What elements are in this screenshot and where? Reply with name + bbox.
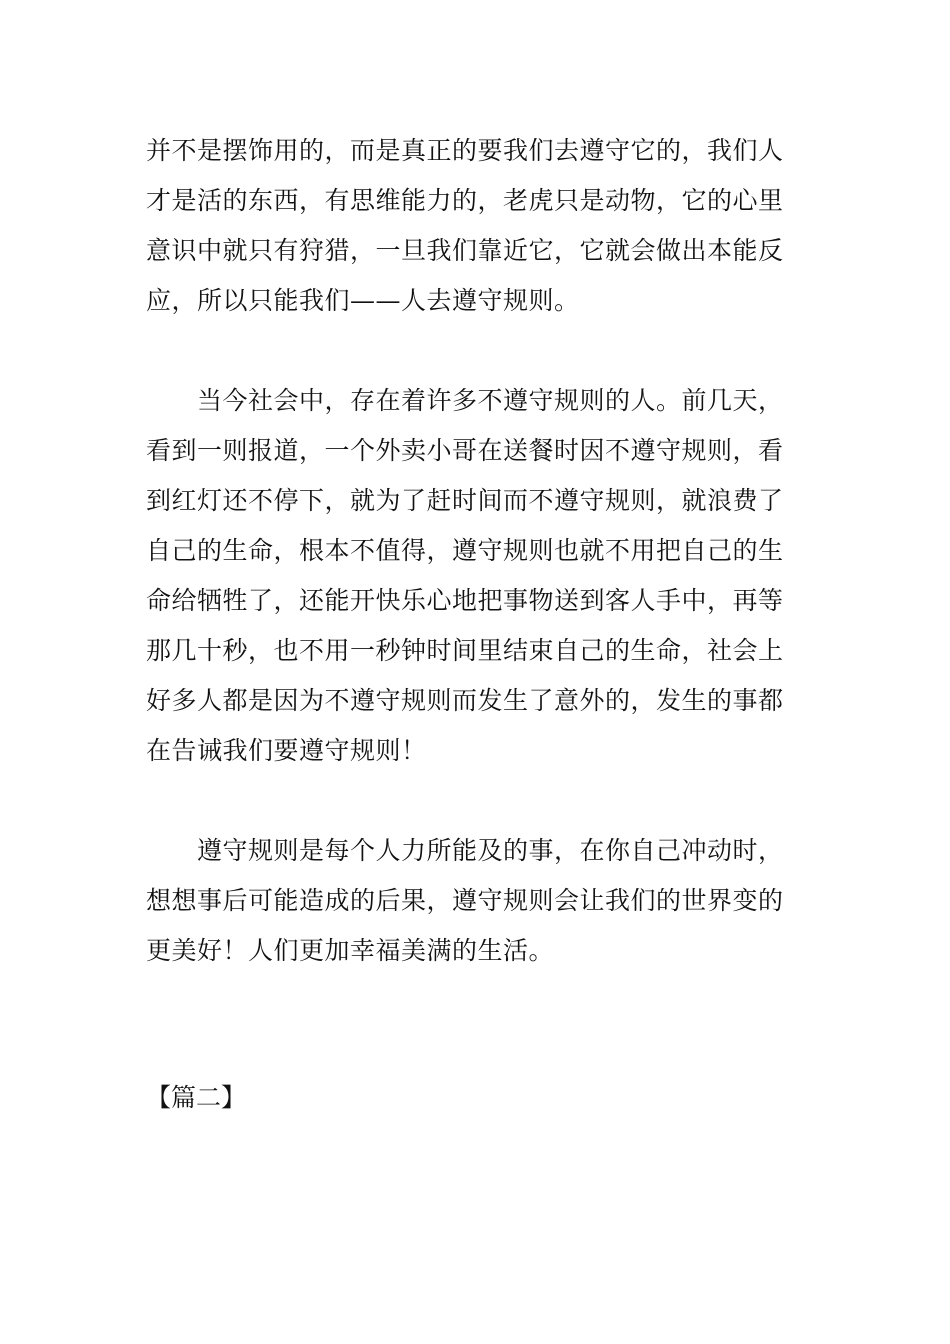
paragraph-2-line-2: 看到一则报道，一个外卖小哥在送餐时因不遵守规则，看: [146, 436, 784, 465]
paragraph-1-line-3: 意识中就只有狩猎，一旦我们靠近它，它就会做出本能反: [146, 236, 784, 265]
paragraph-1-line-4: 应，所以只能我们——人去遵守规则。: [146, 286, 580, 315]
paragraph-3-line-1: 遵守规则是每个人力所能及的事，在你自己冲动时，: [197, 836, 784, 865]
paragraph-3-line-3: 更美好！人们更加幸福美满的生活。: [146, 936, 555, 965]
paragraph-1-line-2: 才是活的东西，有思维能力的，老虎只是动物，它的心里: [146, 186, 784, 215]
section-heading: 【篇二】: [146, 1083, 247, 1112]
paragraph-3-line-2: 想想事后可能造成的后果，遵守规则会让我们的世界变的: [146, 886, 784, 915]
paragraph-2-line-5: 命给牺牲了，还能开快乐心地把事物送到客人手中，再等: [146, 586, 784, 615]
paragraph-2-line-7: 好多人都是因为不遵守规则而发生了意外的，发生的事都: [146, 686, 784, 715]
paragraph-2-line-1: 当今社会中，存在着许多不遵守规则的人。前几天，: [197, 386, 784, 415]
paragraph-1-line-1: 并不是摆饰用的，而是真正的要我们去遵守它的，我们人: [146, 136, 784, 165]
paragraph-2-line-4: 自己的生命，根本不值得，遵守规则也就不用把自己的生: [146, 536, 784, 565]
paragraph-2-line-3: 到红灯还不停下，就为了赶时间而不遵守规则，就浪费了: [146, 486, 784, 515]
paragraph-2-line-6: 那几十秒，也不用一秒钟时间里结束自己的生命，社会上: [146, 636, 784, 665]
paragraph-2-line-8: 在告诫我们要遵守规则！: [146, 736, 427, 765]
